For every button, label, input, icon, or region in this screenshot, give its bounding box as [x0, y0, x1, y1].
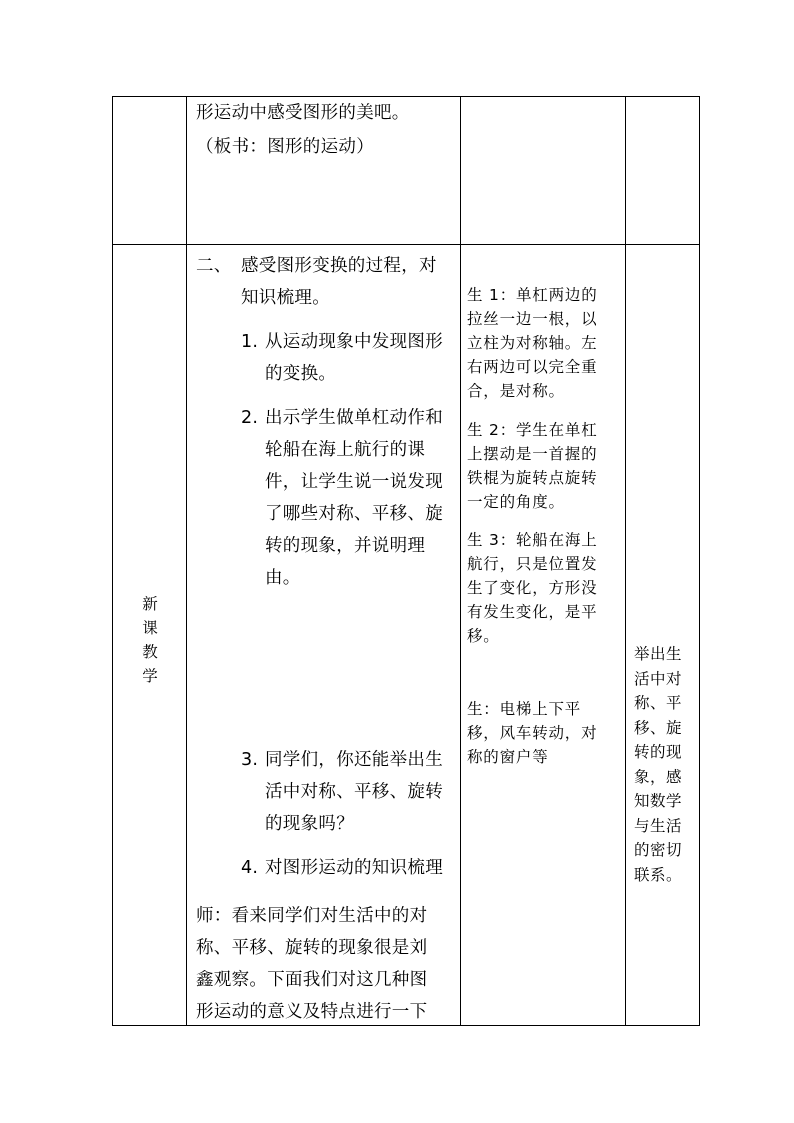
table-border-left [112, 96, 113, 1026]
list-item-line: 由。 [265, 568, 301, 588]
table-border-bottom [112, 1025, 700, 1026]
table-col-divider [186, 96, 187, 1026]
table-col-divider [625, 96, 626, 1026]
row1-text-line: （板书：图形的运动） [196, 137, 374, 157]
list-item-line: 转的现象，并说明理 [265, 536, 426, 556]
teacher-line: 称、平移、旋转的现象很是刘 [196, 938, 428, 958]
list-item-line: 从运动现象中发现图形 [265, 332, 443, 352]
table-border-right [699, 96, 700, 1026]
section-title-line: 知识梳理。 [241, 288, 330, 308]
section-title-line: 感受图形变换的过程，对 [241, 256, 437, 276]
list-item-line: 对图形运动的知识梳理 [265, 858, 443, 878]
student-response-line: 合，是对称。 [467, 382, 565, 400]
list-item-line: 出示学生做单杠动作和 [265, 408, 443, 428]
list-item-number: 4. [241, 858, 259, 878]
table-border-top [112, 96, 700, 97]
student-response-line: 一定的角度。 [467, 493, 565, 511]
list-item-number: 2. [241, 408, 259, 428]
list-item-line: 活中对称、平移、旋转 [265, 782, 443, 802]
row1-text-line: 形运动中感受图形的美吧。 [196, 103, 410, 123]
list-item-line: 了哪些对称、平移、旋 [265, 504, 443, 524]
student-response-line: 右两边可以完全重 [467, 358, 598, 376]
student-response-line: 立柱为对称轴。左 [467, 334, 598, 352]
student-response-line: 生 3：轮船在海上 [467, 531, 598, 549]
student-response-line: 拉丝一边一根，以 [467, 310, 598, 328]
table-row-divider [112, 244, 700, 245]
teacher-line: 形运动的意义及特点进行一下 [196, 1002, 428, 1022]
list-item-line: 件，让学生说一说发现 [265, 472, 443, 492]
student-response-line: 生 1：单杠两边的 [467, 286, 598, 304]
design-intent: 举出生 活中对 称、平 移、旋 转的现 象，感 知数学 与生活 的密切 联系。 [634, 645, 683, 884]
student-response-line: 生：电梯上下平 [467, 700, 582, 718]
student-response-line: 称的窗户等 [467, 748, 549, 766]
student-response-line: 移。 [467, 627, 500, 645]
list-item-line: 轮船在海上航行的课 [265, 440, 426, 460]
student-response-line: 航行，只是位置发 [467, 555, 598, 573]
section-label: 新 课 教 学 [142, 595, 158, 685]
teacher-line: 师：看来同学们对生活中的对 [196, 906, 428, 926]
student-response-line: 铁棍为旋转点旋转 [467, 469, 598, 487]
list-item-line: 的现象吗？ [265, 814, 354, 834]
student-response-line: 有发生变化，是平 [467, 603, 598, 621]
list-item-line: 的变换。 [265, 364, 337, 384]
list-item-number: 1. [241, 332, 259, 352]
list-item-number: 3. [241, 750, 259, 770]
student-response-line: 生 2：学生在单杠 [467, 421, 598, 439]
student-response-line: 生了变化，方形没 [467, 579, 598, 597]
table-col-divider [460, 96, 461, 1026]
section-marker: 二、 [196, 256, 232, 276]
list-item-line: 同学们，你还能举出生 [265, 750, 443, 770]
teacher-line: 鑫观察。下面我们对这几种图 [196, 970, 428, 990]
student-response-line: 移，风车转动，对 [467, 724, 598, 742]
student-response-line: 上摆动是一首握的 [467, 445, 598, 463]
